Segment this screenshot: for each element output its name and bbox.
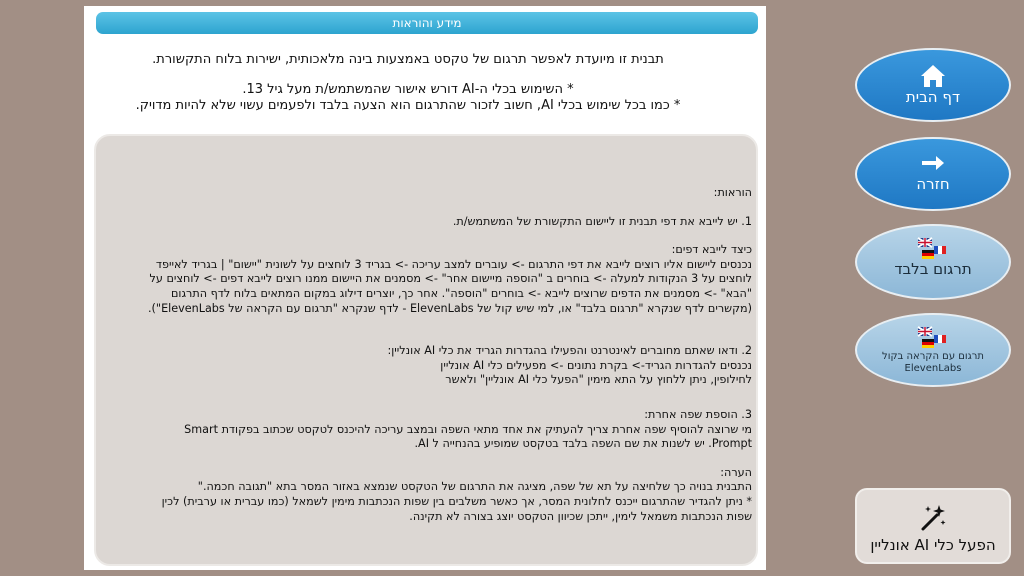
instructions-heading: הוראות: <box>713 186 752 199</box>
note-line: התבנית בנויה כך שלחיצה על תא של שפה, מציגה את התרגום של הטקסט שנמצא באזור המסר בתא "תגובה חכמה." <box>197 480 752 494</box>
note-line: * ניתן להגדיר שהתרגום ייכנס לחלונית המסר, אך כאשר משלבים בין שפות הנכתבות מימין לשמאל (כמו עברית או ערבית) לכין <box>161 494 752 508</box>
step-1-line: נכנסים ליישום אליו רוצים לייבא את דפי התרגום -> עוברים למצב עריכה -> בגריד 3 לוחצים על לשונית "יישום" | בגריד לאייפד <box>155 257 752 271</box>
step-1-line: (מקשרים לדף שנקרא "תרגום בלבד" או, למי שיש קול של ElevenLabs - לדף שנקרא "תרגום עם הקראה של ElevenLabs"). <box>147 301 752 315</box>
arrow-right-icon <box>920 155 946 171</box>
step-3: 3. הוספת שפה אחרת: <box>644 407 752 421</box>
step-1-line: "הבא" -> מסמנים את הדפים שרוצים לייבא -> בוחרים "הוספה". אחר כך, יוצרים דילוג במקום המתאים בלוח לדף התרגום <box>170 286 752 300</box>
translate-only-label: תרגום בלבד <box>894 260 972 278</box>
translate-voice-label: תרגום עם הקראה בקול <box>882 351 984 362</box>
back-label: חזרה <box>916 175 950 193</box>
home-button[interactable] <box>855 48 1011 122</box>
note-line: שפות הנכתבות משמאל לימין, ייתכן שכיוון הטקסט יוצג בצורה לא תקינה. <box>409 509 752 523</box>
intro-line: תבנית זו מיועדת לאפשר תרגום של טקסט באמצעות בינה מלאכותית, ישירות בלוח התקשורת. <box>152 52 664 67</box>
instructions-text <box>112 186 752 524</box>
intro-text <box>104 52 712 114</box>
note-title: הערה: <box>720 465 752 479</box>
home-label: דף הבית <box>905 88 961 106</box>
step-2-line: לחילופין, ניתן ללחוץ על התא מימין "הפעל כלי AI אונליין" ולאשר <box>445 373 752 387</box>
home-icon <box>920 64 946 88</box>
main-content <box>84 6 766 570</box>
enable-ai-button[interactable] <box>855 488 1011 564</box>
back-button[interactable] <box>855 137 1011 211</box>
flags-icon <box>916 236 950 260</box>
translate-voice-button[interactable] <box>855 313 1011 387</box>
step-3-line: Prompt. יש לשנות את שם השפה בלבד בטקסט שמופיע בהנחייה ל AI. <box>414 437 752 451</box>
enable-ai-label: הפעל כלי AI אונליין <box>870 536 996 554</box>
magic-wand-icon <box>918 502 948 532</box>
page-title: מידע והוראות <box>96 12 758 34</box>
step-2-line: נכנסים להגדרות הגריד-> בקרת נתונים -> מפעילים כלי AI אונליין <box>440 358 752 372</box>
flags-icon <box>916 325 950 349</box>
translate-voice-label-brand: ElevenLabs <box>904 363 962 374</box>
translate-only-button[interactable] <box>855 224 1011 300</box>
instructions-panel <box>94 134 758 566</box>
step-2: 2. ודאו שאתם מחוברים לאינטרנט והפעילו בהגדרות הגריד את כלי AI אונליין: <box>387 344 752 358</box>
step-1: 1. יש לייבא את דפי תבנית זו ליישום התקשורת של המשתמש/ת. <box>452 214 752 228</box>
intro-line: * השימוש בכלי ה-AI דורש אישור שהמשתמש/ת מעל גיל 13. <box>242 82 574 97</box>
step-3-line: מי שרוצה להוסיף שפה אחרת צריך להעתיק את אחד מתאי השפה ובמצב עריכה להיכנס לטקסט שכתוב בפקודת Smart <box>184 422 752 436</box>
step-1-title: כיצד לייבא דפים: <box>671 243 752 257</box>
step-1-line: לוחצים על 3 הנקודות למעלה -> בוחרים ב "הוספה מיישום אחר" -> מסמנים את היישום ממנו רוצים לייבא דפים -> לוחצים על <box>149 272 752 286</box>
intro-line: * כמו בכל שימוש בכלי AI, חשוב לזכור שהתרגום הוא הצעה בלבד ולפעמים עשוי שלא להיות מדויק. <box>135 98 681 113</box>
